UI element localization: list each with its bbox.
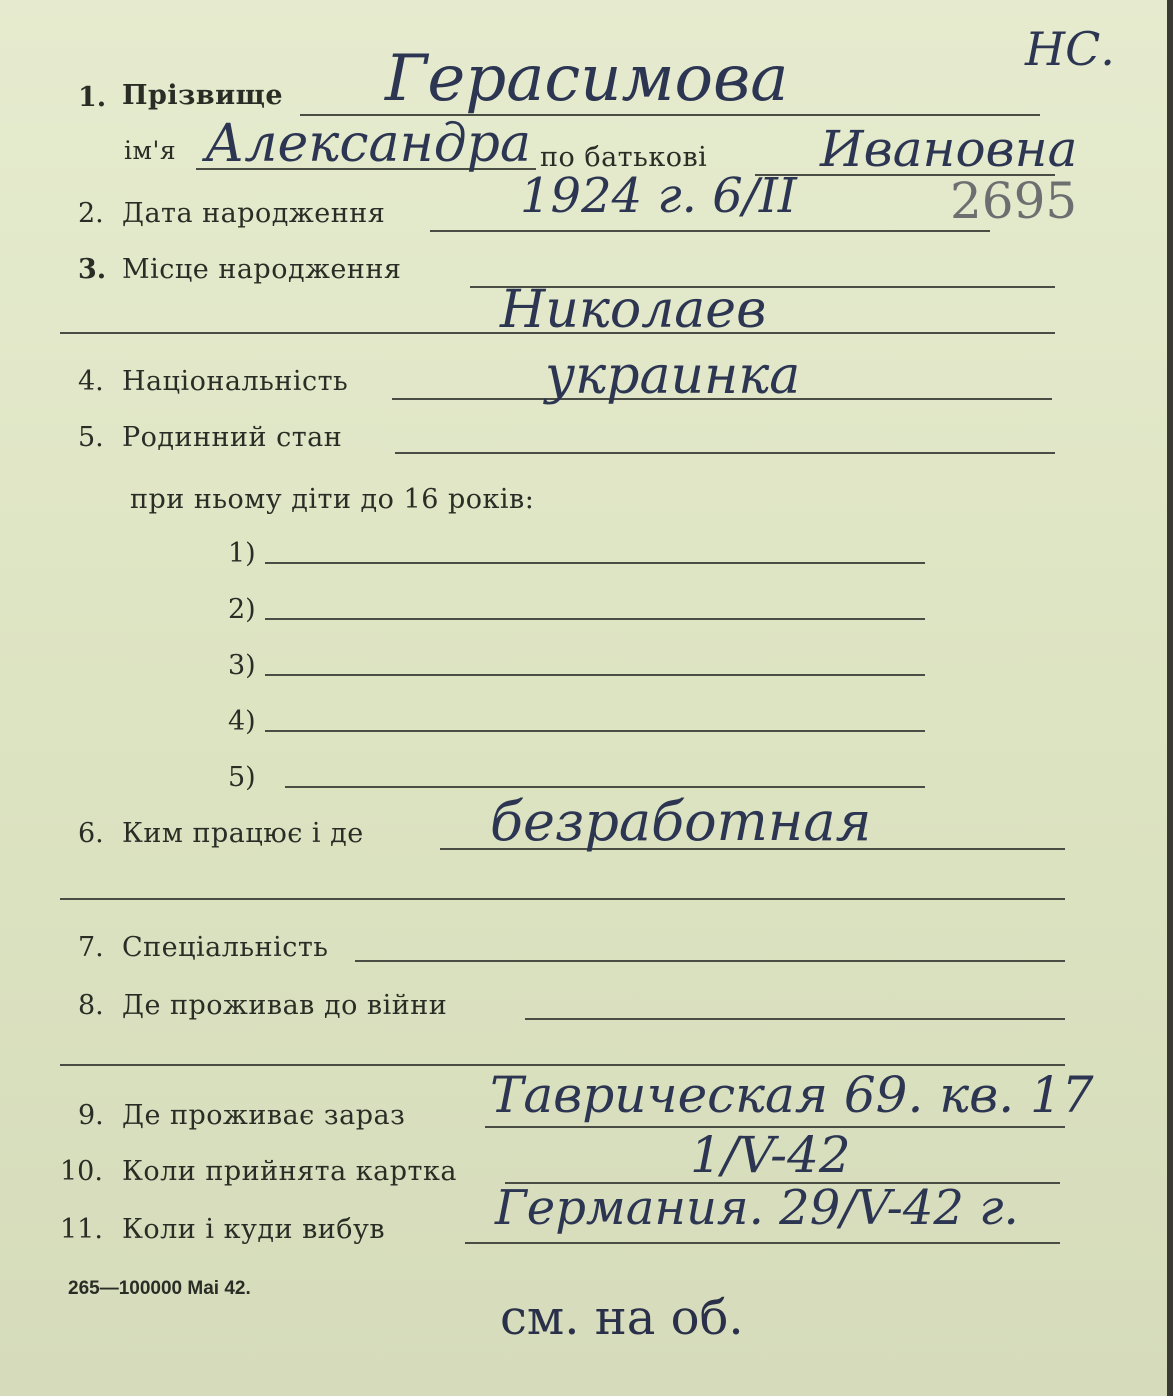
- field6-value: безработная: [490, 790, 872, 853]
- patronymic-label: по батькові: [540, 142, 708, 173]
- field3-number: 3.: [78, 254, 107, 285]
- child-4-number: 4): [228, 706, 256, 737]
- child-3-number: 3): [228, 650, 256, 681]
- pencil-number: 2695: [950, 172, 1078, 230]
- child-4-line: [265, 730, 925, 732]
- field11-label: Коли і куди вибув: [122, 1214, 386, 1245]
- name-label: ім'я: [124, 136, 177, 165]
- field9-number: 9.: [78, 1100, 104, 1131]
- field4-number: 4.: [78, 366, 104, 397]
- print-code: 265—100000 Mai 42.: [68, 1278, 251, 1299]
- child-2-number: 2): [228, 594, 256, 625]
- field7-line: [355, 960, 1065, 962]
- bottom-note: см. на об.: [500, 1290, 744, 1346]
- patronymic-value: Ивановна: [820, 120, 1078, 178]
- field8-line: [525, 1018, 1065, 1020]
- field2-number: 2.: [78, 198, 104, 229]
- top-right-mark: НС.: [1025, 22, 1115, 76]
- field5-number: 5.: [78, 422, 104, 453]
- name-value: Александра: [205, 114, 531, 174]
- field6-line-2: [60, 898, 1065, 900]
- field2-value: 1924 г. 6/II: [520, 168, 797, 224]
- field6-number: 6.: [78, 818, 104, 849]
- field6-label: Ким працює і де: [122, 818, 364, 849]
- child-3-line: [265, 674, 925, 676]
- child-1-number: 1): [228, 538, 256, 569]
- child-2-line: [265, 618, 925, 620]
- field11-number: 11.: [60, 1214, 103, 1245]
- field1-value: Герасимова: [385, 42, 789, 116]
- children-label: при ньому діти до 16 років:: [130, 484, 535, 515]
- field10-number: 10.: [60, 1156, 103, 1187]
- field3-label: Місце народження: [122, 254, 402, 285]
- field1-number: 1.: [78, 82, 107, 113]
- field9-value: Таврическая 69. кв. 17: [490, 1066, 1094, 1124]
- field11-line: [465, 1242, 1060, 1244]
- field8-number: 8.: [78, 990, 104, 1021]
- field3-value: Николаев: [500, 280, 767, 340]
- field1-label: Прізвище: [122, 80, 284, 111]
- field10-label: Коли прийнята картка: [122, 1156, 457, 1187]
- field4-label: Національність: [122, 366, 349, 397]
- field10-value: 1/V-42: [690, 1126, 851, 1184]
- field4-value: украинка: [545, 346, 801, 406]
- field7-number: 7.: [78, 932, 104, 963]
- field2-line: [430, 230, 990, 232]
- field11-value: Германия. 29/V-42 г.: [495, 1180, 1019, 1236]
- child-5-number: 5): [228, 762, 256, 793]
- field2-label: Дата народження: [122, 198, 386, 229]
- field7-label: Спеціальність: [122, 932, 329, 963]
- field9-label: Де проживає зараз: [122, 1100, 406, 1131]
- field5-label: Родинний стан: [122, 422, 343, 453]
- child-5-line: [285, 786, 925, 788]
- field8-label: Де проживав до війни: [122, 990, 448, 1021]
- field5-line: [395, 452, 1055, 454]
- child-1-line: [265, 562, 925, 564]
